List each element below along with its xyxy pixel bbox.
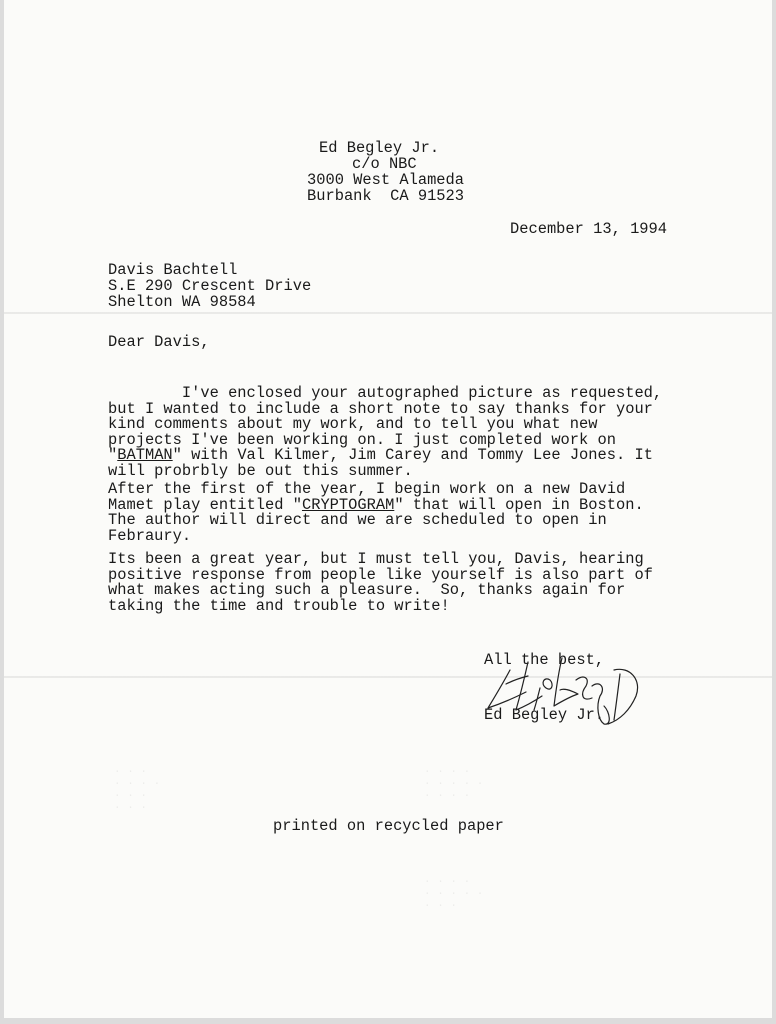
recipient-name: Davis Bachtell — [108, 261, 238, 279]
letter-page — [4, 0, 772, 1018]
quote-mark: " — [108, 446, 118, 465]
body-paragraph-1 — [108, 386, 662, 480]
paragraph-line: After the first of the year, I begin work on a new David — [108, 480, 626, 498]
handwritten-signature — [480, 640, 650, 735]
recipient-city: Shelton WA 98584 — [108, 293, 256, 311]
body-paragraph-3 — [108, 552, 653, 614]
paragraph-line-text: " that will open in Boston. — [394, 495, 644, 514]
paragraph-line-text: " with Val Kilmer, Jim Carey and Tommy Lee Jones. It — [172, 446, 653, 465]
letter-date: December 13, 1994 — [510, 220, 668, 238]
salutation: Dear Davis, — [108, 333, 210, 351]
sender-name: Ed Begley Jr. — [319, 139, 440, 157]
footer-note: printed on recycled paper — [273, 817, 504, 835]
signed-name: Ed Begley Jr. — [484, 706, 605, 724]
paragraph-line: but I wanted to include a short note to say thanks for your — [108, 399, 653, 418]
play-title: CRYPTOGRAM — [301, 495, 395, 514]
paragraph-line: kind comments about my work, and to tell you what new — [108, 415, 598, 434]
body-paragraph-2 — [108, 482, 644, 544]
letterhead — [307, 140, 464, 204]
sender-street: 3000 West Alameda — [307, 171, 465, 189]
recipient-address — [108, 262, 311, 310]
paragraph-line: The author will direct and we are scheduled to open in — [108, 511, 607, 530]
fold-line — [4, 676, 772, 678]
fold-line — [4, 312, 772, 314]
recipient-street: S.E 290 Crescent Drive — [108, 277, 312, 295]
sender-care-of: c/o NBC — [352, 155, 417, 173]
paragraph-line: I've enclosed your autographed picture as requested, — [108, 384, 663, 402]
paragraph-line: positive response from people like yourself is also part of — [108, 565, 653, 584]
paragraph-line: will probrbly be out this summer. — [108, 461, 413, 480]
paragraph-line: taking the time and trouble to write! — [108, 596, 450, 615]
paragraph-line: Its been a great year, but I must tell you, Davis, hearing — [108, 550, 644, 568]
paragraph-line: what makes acting such a pleasure. So, thanks again for — [108, 581, 626, 600]
closing: All the best, — [484, 651, 605, 669]
paragraph-line-text: Mamet play entitled " — [108, 495, 302, 514]
paragraph-line: Febraury. — [108, 526, 192, 545]
paragraph-line: projects I've been working on. I just completed work on — [108, 430, 616, 449]
sender-city: Burbank CA 91523 — [307, 187, 465, 205]
bleed-through-marks: . . . . . . . . . . . . — [424, 874, 484, 910]
bleed-through-marks: . . . . . . . . . . . . . — [424, 764, 484, 800]
film-title: BATMAN — [117, 446, 173, 465]
bleed-through-marks: . . . . . . . . . . . . . — [114, 764, 161, 812]
